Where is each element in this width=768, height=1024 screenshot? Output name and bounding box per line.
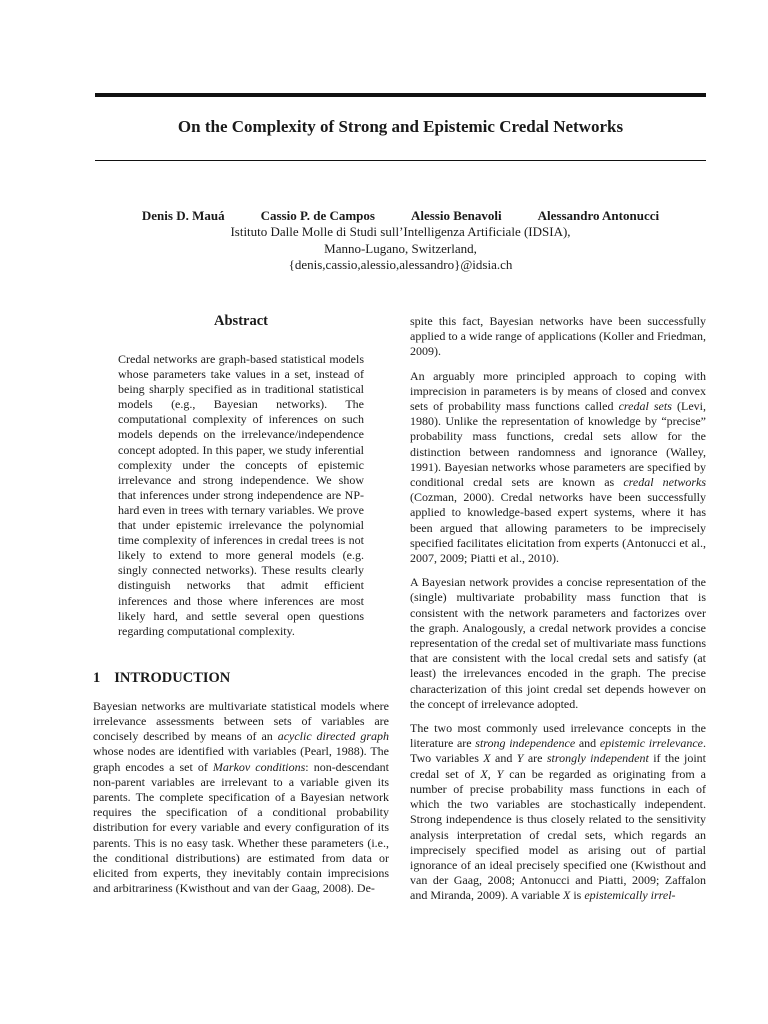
body-paragraph: A Bayesian network provides a concise representation of the (single) multivariate probability mass function that is consistent with the network parameters and factorizes over the graph. Analogously, a credal network provides a concise representation of the credal set of multivariate mass functions that are consistent with the local credal sets and satisfy (at least) the irrelevances encoded in the graph. The precise characterization of this joint credal set depends however on the concept of irrelevance adopted. [410,575,706,711]
body-paragraph: The two most commonly used irrelevance concepts in the literature are strong independence and epistemic irrelevance. Two variables X and Y are strongly independent if the joint credal set of X, Y can be regarded as originating from a number of precise probability mass functions in each of which the two variables are stochastically independent. Strong independence is thus closely related to the sensitivity analysis interpretation of credal sets, which regards an imprecisely specified model as arising out of partial ignorance of an ideal precisely specified one (Kwisthout and van der Gaag, 2008; Antonucci and Piatti, 2009; Zaffalon and Miranda, 2009). A variable X is epistemically irrel- [410,721,706,903]
author-list [95,208,706,224]
section-title: INTRODUCTION [114,669,231,686]
section-number: 1 [93,669,101,686]
body-paragraph: spite this fact, Bayesian networks have been successfully applied to a wide range of applications (Koller and Friedman, 2009). [410,314,706,359]
top-rule [95,93,706,97]
author-emails: {denis,cassio,alessio,alessandro}@idsia.ch [288,257,513,272]
section-heading [93,669,389,687]
abstract-heading: Abstract [214,313,268,329]
left-column [93,312,389,896]
affiliation-line: Manno-Lugano, Switzerland, [324,240,477,256]
author-name: Cassio P. de Campos [260,208,375,223]
paper-title: On the Complexity of Strong and Epistemic Credal Networks [177,117,624,136]
intro-paragraph: Bayesian networks are multivariate statistical models where irrelevance assessments between sets of variables are concisely described by means of an acyclic directed graph whose nodes are identified with variables (Pearl, 1988). The graph encodes a set of Markov conditions: non-descendant non-parent variables are irrelevant to a variable given its parents. The complete specification of a Bayesian network requires the specification of a conditional probability distribution for every variable and every configuration of its parents. This is no easy task. Whether these parameters (i.e., the conditional distributions) are estimated from data or elicited from experts, they inevitably contain imprecisions and arbitrariness (Kwisthout and van der Gaag, 2008). De- [93,698,390,896]
body-paragraph: An arguably more principled approach to coping with imprecision in parameters is by means of closed and convex sets of probability mass functions called credal sets (Levi, 1980). Unlike the representation of knowledge by “precise” probability mass functions, credal sets allow for the distinction between randomness and ignorance (Walley, 1991). Bayesian networks whose parameters are specified by conditional credal sets are known as credal networks (Cozman, 2000). Credal networks have been successfully applied to knowledge-based expert systems, where it has been argued that allowing parameters to be imprecisely specified facilitates elicitation from experts (Antonucci et al., 2007, 2009; Piatti et al., 2010). [410,368,707,566]
affiliation-line: Istituto Dalle Molle di Studi sull’Intelligenza Artificiale (IDSIA), [230,224,571,239]
author-name: Denis D. Mauá [141,208,225,223]
abstract-body: Credal networks are graph-based statistical models whose parameters take values in a set, instead of being sharply specified as in traditional statistical models (e.g., Bayesian networks). The computational complexity of inferences on such models depends on the irrelevance/independence concept adopted. In this paper, we study inferential complexity under the concepts of epistemic irrelevance and strong independence. We show that inferences under strong independence are NP-hard even in trees with ternary variables. We prove that under epistemic irrelevance the polynomial time complexity of inferences in credal trees is not likely to extend to more general models (e.g. singly connected networks). These results clearly distinguish networks that admit efficient inferences and those where inferences are most likely hard, and settle several open questions regarding computational complexity. [118,352,364,638]
affiliation [95,224,706,274]
right-column [410,314,706,913]
author-name: Alessandro Antonucci [537,208,660,223]
title-rule [95,160,706,161]
author-name: Alessio Benavoli [410,208,502,223]
